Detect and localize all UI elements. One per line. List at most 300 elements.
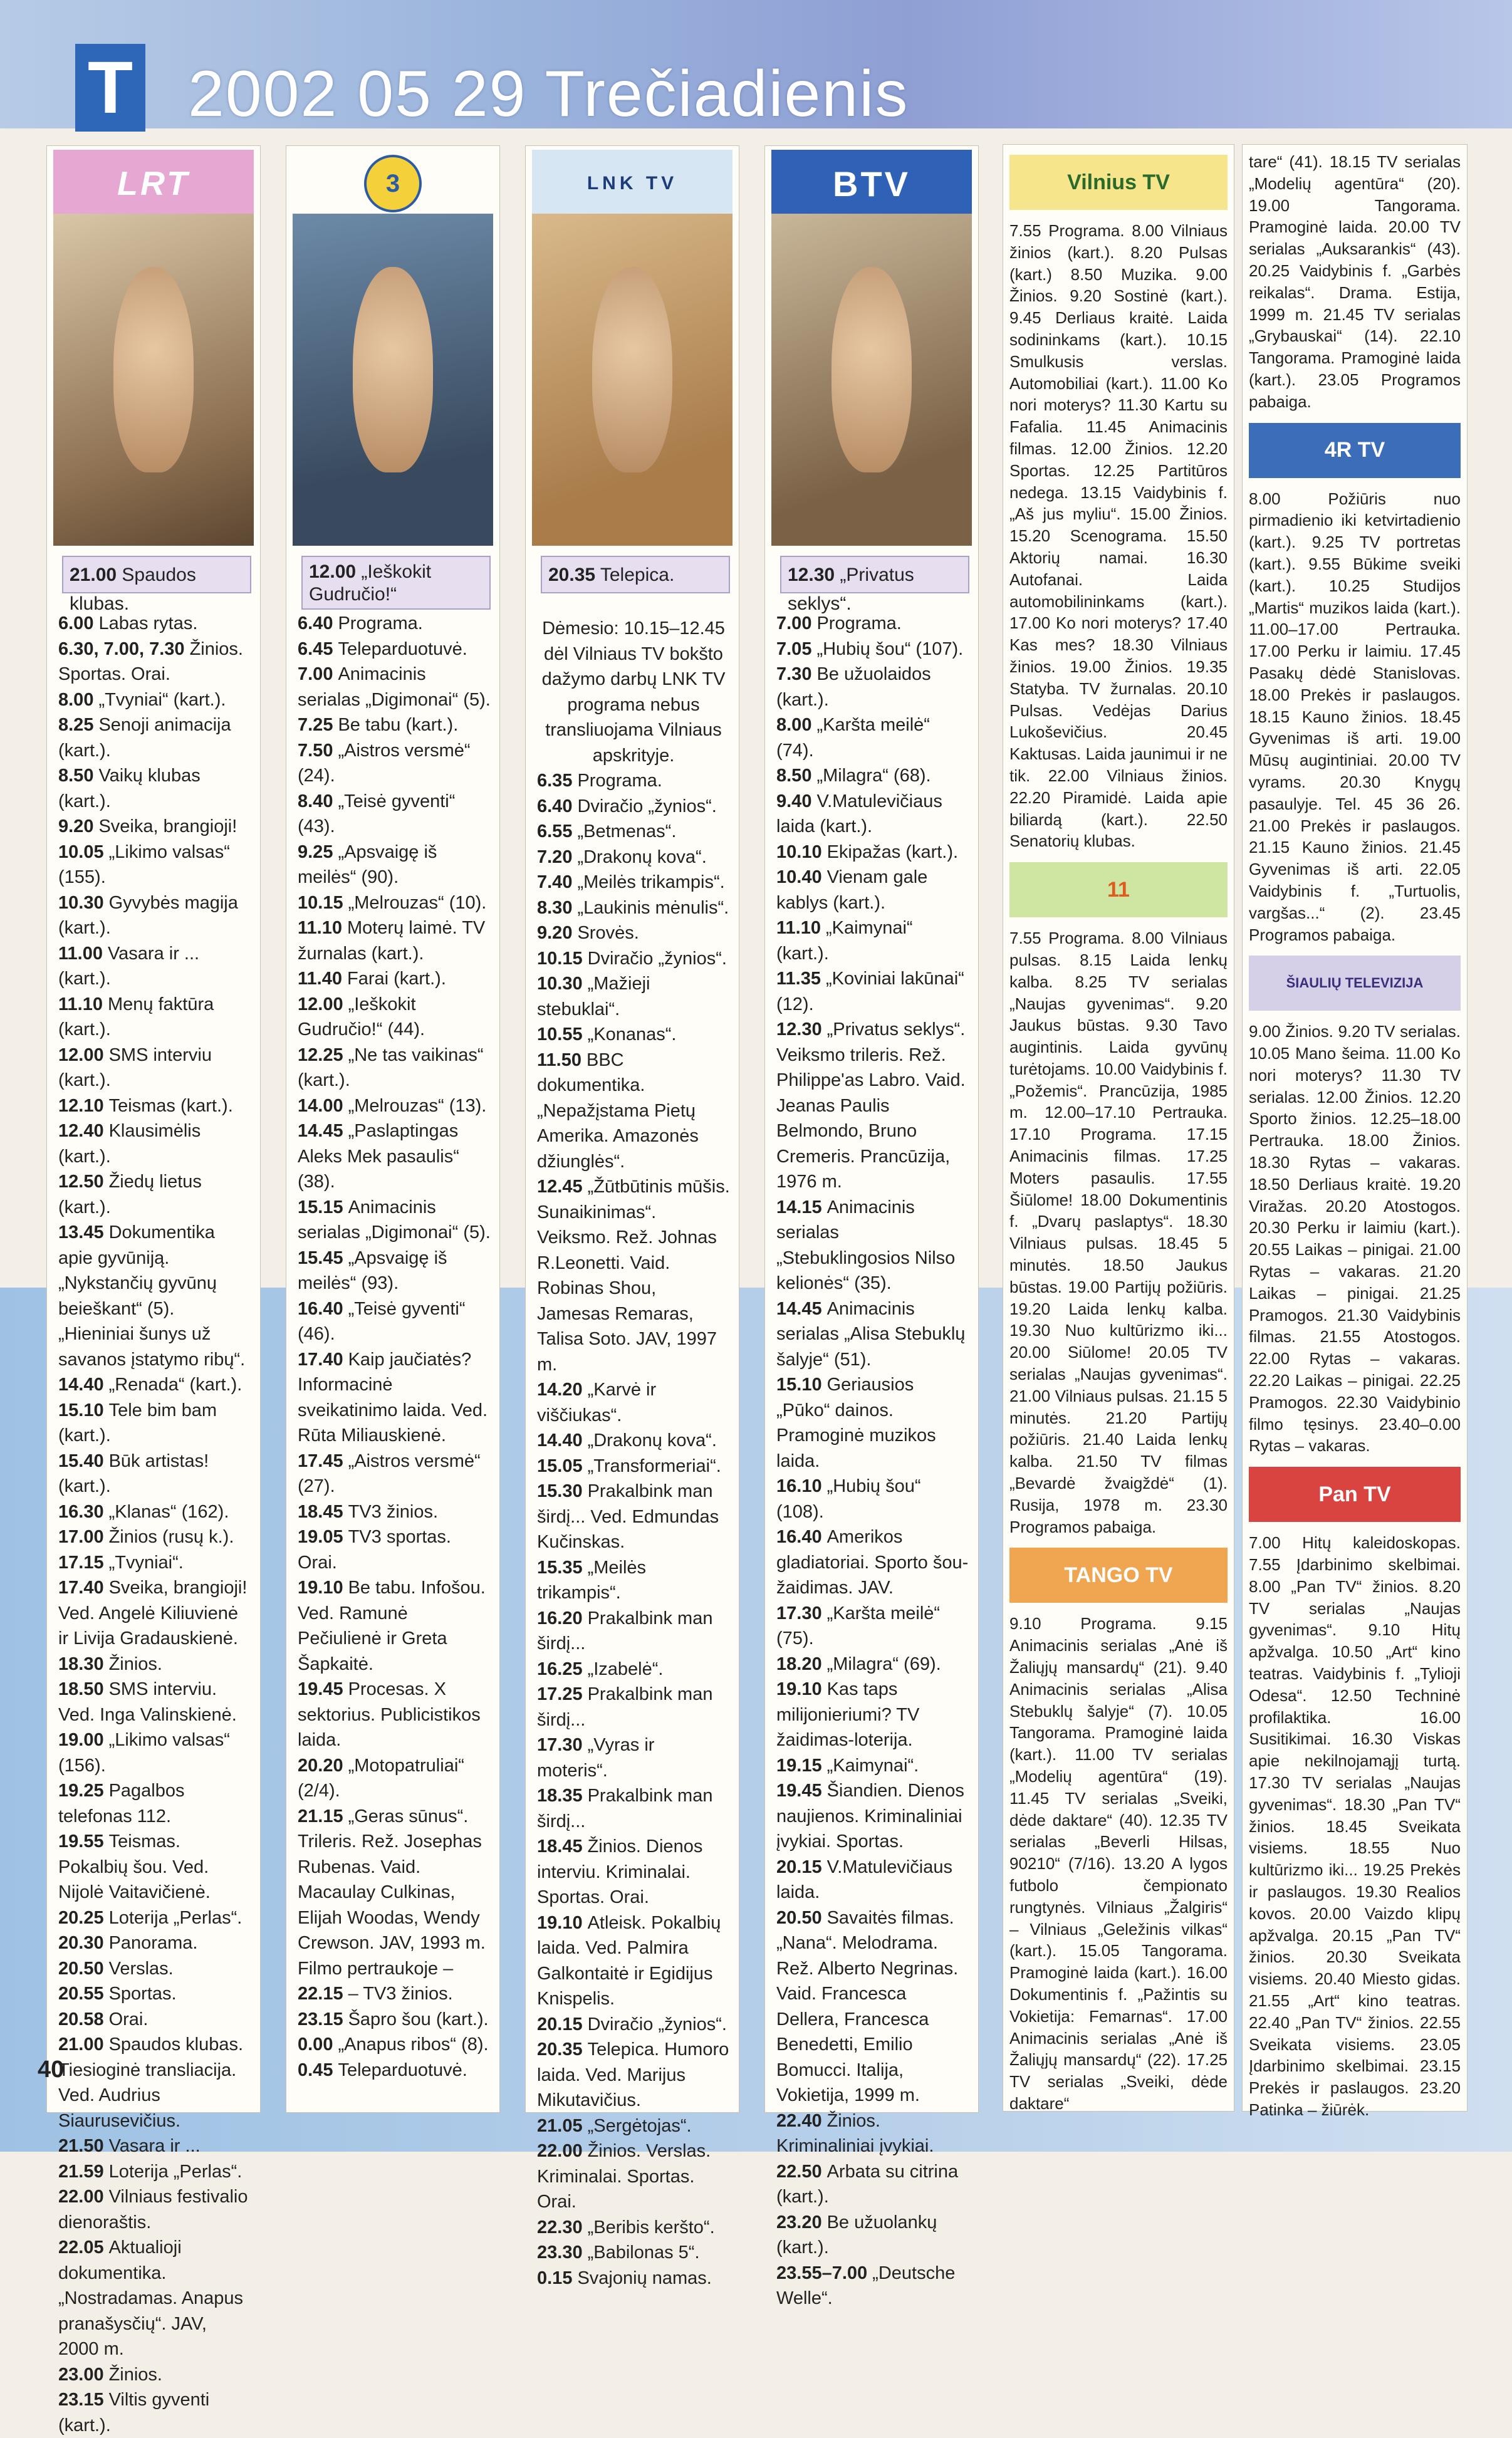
program-title: Žiedų lietus (kart.).	[58, 1172, 202, 1217]
program-title: „Koviniai lakūnai“ (12).	[776, 969, 964, 1014]
program-entry	[537, 2240, 730, 2266]
program-entry	[298, 1043, 491, 1093]
program-entry	[537, 2113, 730, 2139]
program-entry	[58, 687, 251, 713]
program-entry	[298, 2058, 491, 2083]
program-title: Be tabu. Infošou. Ved. Ramunė Pečiulienė ir Greta Šapkaitė.	[298, 1578, 486, 1674]
program-entry	[58, 1449, 251, 1499]
program-title: Teleparduotuvė.	[338, 638, 467, 659]
program-time: 7.00	[776, 613, 812, 633]
program-title: „Kaimynai“.	[826, 1755, 919, 1776]
program-title: Prakalbink man širdį...	[537, 1684, 713, 1730]
program-title: Menų faktūra (kart.).	[58, 994, 214, 1039]
program-title: TV3 žinios.	[348, 1501, 439, 1522]
program-text: 7.00 Hitų kaleidoskopas. 7.55 Įdarbinimo skelbimai. 8.00 „Pan TV“ žinios. 8.20 TV serialas „Naujas gyvenimas“. 9.10 Hitų apžvalga. 10.50 „Art“ kino teatras. Vaidybinis f. „Tylioji Odesa“. 12.50 Techninė profilaktika. 16.00 Susitikimai. 16.30 Viskas apie nekilnojamąjį turtą. 17.30 TV serialas „Naujas gyvenimas“. 18.30 „Pan TV“ žinios. 18.45 Sveikata visiems. 18.55 Nuo kultūrizmo iki... 19.25 Prekės ir paslaugos. 19.30 Realios kovos. 20.00 Vaizdo klipų apžvalga. 20.15 „Pan TV“ žinios. 20.30 Sveikata visiems. 20.40 Miesto gidas. 21.55 „Art“ kino teatras. 22.40 „Pan TV“ žinios. 22.55 Sveikata visiems. 23.05 Įdarbinimo skelbimai. 23.15 Prekės ir paslaugos. 23.20 Patinka – žiūrėk.	[1249, 1533, 1461, 2119]
program-title: SMS interviu. Ved. Inga Valinskienė.	[58, 1679, 237, 1725]
program-time: 19.25	[58, 1781, 104, 1801]
program-entry	[58, 763, 251, 814]
channel-11-logo: 11	[1009, 862, 1228, 917]
program-time: 16.40	[298, 1298, 343, 1319]
program-list	[776, 611, 969, 2311]
program-text: tare“ (41). 18.15 TV serialas „Modelių agentūra“ (20). 19.00 Tangorama. Pramoginė laida. 20.00 TV serialas „Auksarankis“ (43). 20.25 Vaidybinis f. „Garbės reikalas“. Drama. Estija, 1999 m. 21.45 TV serialas „Grybauskai“ (14). 22.10 Tangorama. Pramoginė laida (kart.). 23.05 Programos pabaiga.	[1249, 152, 1461, 411]
program-title: Svajonių namas.	[577, 2268, 712, 2288]
program-title: Moterų laimė. TV žurnalas (kart.).	[298, 918, 486, 964]
program-title: Geriausios „Pūko“ dainos. Pramoginė muzikos laida.	[776, 1375, 936, 1471]
program-title: Vasara ir ...	[108, 2136, 201, 2156]
program-title: V.Matulevičiaus laida (kart.).	[776, 791, 942, 836]
program-time: 6.35	[537, 771, 573, 791]
program-entry	[537, 1428, 730, 1454]
program-entry	[298, 738, 491, 789]
program-entry	[776, 1778, 969, 1855]
program-entry	[776, 1652, 969, 1677]
program-time: 16.10	[776, 1476, 822, 1496]
program-time: 8.40	[298, 791, 333, 811]
program-title: „Meilės trikampis“.	[537, 1557, 647, 1603]
program-entry	[58, 1652, 251, 1677]
program-title: „Beribis keršto“.	[587, 2217, 715, 2237]
program-time: 19.10	[776, 1679, 822, 1699]
feature-box: 12.30 „Privatus seklys“.	[780, 556, 969, 593]
program-time: 15.10	[58, 1400, 104, 1420]
program-title: „Izabelė“.	[587, 1659, 664, 1679]
program-time: 23.00	[58, 2364, 104, 2385]
program-title: „Geras sūnus“. Trileris. Rež. Josephas Rubenas. Vaid. Macaulay Culkinas, Elijah Woodas, Wendy Crewson. JAV, 1993 m. Filmo pertraukoje –	[298, 1806, 486, 1979]
program-title: Dviračio „žynios“.	[577, 796, 717, 816]
program-title: „Milagra“ (69).	[826, 1654, 941, 1674]
program-time: 15.40	[58, 1451, 104, 1471]
program-title: Vienam gale kablys (kart.).	[776, 867, 928, 913]
program-entry	[298, 662, 491, 712]
program-entry	[298, 1347, 491, 1449]
program-time: 15.35	[537, 1557, 583, 1578]
program-time: 14.45	[298, 1121, 343, 1141]
program-time: 6.30, 7.00, 7.30	[58, 638, 185, 659]
program-text: 8.00 Požiūris nuo pirmadienio iki ketvirtadienio (kart.). 9.25 TV portretas (kart.). 9.55 Būkime sveiki (kart.). 10.25 Studijos „Martis“ muzikos laida (kart.). 11.00–17.00 Pertrauka. 17.00 Perku ir laimiu. 17.45 Pasakų dėdė Stanislovas. 18.00 Prekės ir paslaugos. 18.15 Kauno žinios. 18.45 Gyvenimas iš arti. 19.00 Mūsų augintiniai. 20.00 TV vyrams. 20.30 Knygų pasaulyje. Tel. 45 36 26. 21.00 Prekės ir paslaugos. 21.15 Kauno žinios. 21.45 Gyvenimas iš arti. 22.05 Vaidybinis f. „Turtuolis, vargšas...“ (2). 23.45 Programos pabaiga.	[1249, 489, 1461, 944]
program-entry	[58, 637, 251, 687]
tango-tv-logo: TANGO TV	[1009, 1548, 1228, 1603]
program-time: 17.30	[537, 1735, 583, 1755]
program-time: 20.15	[537, 2014, 583, 2034]
program-time: 12.45	[537, 1177, 583, 1197]
vilnius-tv-logo: Vilnius TV	[1009, 155, 1228, 210]
program-title: Be užuolankų (kart.).	[776, 2212, 937, 2258]
program-text: 9.00 Žinios. 9.20 TV serialas. 10.05 Mano šeima. 11.00 Ko nori moterys? 11.30 TV serialas. 12.00 Žinios. 12.20 Sporto žinios. 12.25–18.00 Pertrauka. 18.00 Žinios. 18.30 Rytas – vakaras. 18.50 Derliaus kraitė. 19.20 Viražas. 20.20 Atostogos. 20.30 Perku ir laimiu (kart.). 20.55 Laikas – pinigai. 21.00 Rytas – vakaras. 21.20 Laikas – pinigai. 21.25 Pramogos. 21.30 Vaidybinis filmas. 21.55 Atostogos. 22.00 Rytas – vakaras. 22.20 Laikas – pinigai. 22.25 Pramogos. 22.30 Vaidybinio filmo tęsinys. 23.40–0.00 Rytas – vakaras.	[1249, 1022, 1461, 1456]
program-entry	[537, 2266, 730, 2291]
program-title: Ekipažas (kart.).	[826, 841, 959, 862]
program-time: 7.05	[776, 638, 812, 659]
program-entry	[298, 1296, 491, 1347]
program-time: 8.00	[776, 715, 812, 735]
program-entry	[58, 1727, 251, 1778]
program-time: 20.50	[58, 1958, 104, 1979]
program-time: 10.10	[776, 841, 822, 862]
program-title: Be tabu (kart.).	[338, 715, 459, 735]
program-time: 20.15	[776, 1857, 822, 1877]
program-text: 7.55 Programa. 8.00 Vilniaus pulsas. 8.15 Laida lenkų kalba. 8.25 TV serialas „Naujas gyvenimas“. 9.20 Jaukus būstas. 9.30 Tavo augintinis. Laida gyvūnų turėtojams. 10.00 Vaidybinis f. „Požemis“. Prancūzija, 1985 m. 12.00–17.10 Pertrauka. 17.10 Programa. 17.15 Animacinis filmas. 17.25 Moters pasaulis. 17.55 Šiūlome! 18.00 Dokumentinis f. „Dvarų paslaptys“. 18.30 Vilniaus pulsas. 18.45 5 minutės. 18.50 Jaukus būstas. 19.00 Partijų požiūris. 19.20 Laida lenkų kalba. 19.30 Nuo kultūrizmo iki... 20.00 Siūlome! 20.05 TV serialas „Naujas gyvenimas“. 21.00 Vilniaus pulsas. 21.15 5 minutės. 21.20 Partijų požiūris. 21.40 Laida lenkų kalba. 21.50 TV filmas „Bevardė žvaigždė“ (1). Rusija, 1978 m. 23.30 Programos pabaiga.	[1009, 929, 1228, 1536]
program-entry	[537, 920, 730, 946]
program-entry	[298, 2007, 491, 2033]
program-title: Verslas.	[108, 1958, 174, 1979]
program-title: Tele bim bam (kart.).	[58, 1400, 217, 1446]
program-title: Kas taps milijonieriumi? TV žaidimas-loterija.	[776, 1679, 920, 1750]
program-entry	[58, 992, 251, 1043]
program-time: 20.30	[58, 1933, 104, 1953]
program-title: Gyvybės magija (kart.).	[58, 892, 238, 938]
program-entry	[776, 1601, 969, 1652]
program-time: 11.40	[298, 969, 342, 989]
program-entry	[776, 611, 969, 637]
program-entry	[298, 1804, 491, 1982]
program-time: 15.10	[776, 1375, 822, 1395]
program-time: 10.30	[58, 892, 104, 913]
program-entry	[537, 1732, 730, 1783]
face-image	[353, 267, 433, 473]
program-title: Būk artistas! (kart.).	[58, 1451, 209, 1496]
program-title: „Klanas“ (162).	[108, 1501, 229, 1522]
program-title: „Konanas“.	[587, 1024, 677, 1044]
program-time: 23.20	[776, 2212, 822, 2232]
channel-photo	[532, 214, 733, 546]
program-entry	[537, 1682, 730, 1732]
program-title: V.Matulevičiaus laida.	[776, 1857, 953, 1902]
program-time: 12.50	[58, 1172, 104, 1192]
program-entry	[776, 637, 969, 662]
program-time: 16.30	[58, 1501, 104, 1522]
program-entry	[776, 2159, 969, 2210]
regional-column-1	[1003, 144, 1234, 2112]
program-time: 22.15	[298, 1984, 343, 2004]
program-entry	[537, 971, 730, 1022]
program-time: 7.00	[298, 664, 333, 684]
program-entry	[58, 1372, 251, 1398]
program-title: Šapro šou (kart.).	[348, 2009, 489, 2029]
face-image	[832, 267, 912, 473]
program-entry	[58, 941, 251, 992]
program-time: 22.05	[58, 2237, 104, 2258]
program-entry	[298, 1753, 491, 1804]
program-entry	[537, 1377, 730, 1428]
program-title: TV3 sportas. Orai.	[298, 1527, 451, 1573]
program-time: 17.15	[58, 1552, 104, 1573]
program-time: 14.00	[298, 1095, 343, 1116]
program-list	[537, 616, 730, 2291]
program-time: 10.05	[58, 841, 104, 862]
program-time: 0.00	[298, 2034, 333, 2055]
program-title: „Transformeriai“.	[587, 1456, 721, 1476]
program-time: 15.30	[537, 1481, 583, 1501]
program-time: 10.15	[537, 948, 583, 969]
program-title: „Milagra“ (68).	[816, 766, 931, 786]
program-time: 20.58	[58, 2009, 104, 2029]
program-time: 6.40	[298, 613, 333, 633]
program-entry	[537, 819, 730, 845]
program-entry	[537, 768, 730, 794]
program-entry	[298, 1195, 491, 1246]
program-time: 15.05	[537, 1456, 583, 1476]
program-title: Animacinis serialas „Stebuklingosios Nilso kelionės“ (35).	[776, 1197, 956, 1293]
program-entry	[58, 814, 251, 840]
program-title: „Betmenas“.	[577, 821, 677, 841]
feature-box: 21.00 Spaudos klubas.	[62, 556, 251, 593]
program-title: Žinios. Kriminaliniai įvykiai.	[776, 2110, 934, 2156]
program-time: 19.15	[776, 1755, 822, 1776]
program-time: 19.55	[58, 1831, 104, 1852]
face-image	[592, 267, 672, 473]
program-entry	[58, 1043, 251, 1093]
program-title: Prakalbink man širdį... Ved. Edmundas Kučinskas.	[537, 1481, 719, 1552]
program-title: Srovės.	[577, 923, 639, 943]
program-entry	[58, 1499, 251, 1525]
program-title: Žinios.	[108, 2364, 162, 2385]
feature-box: 12.00 „Ieškokit Gudručio!“	[301, 556, 491, 610]
channel-photo	[771, 214, 972, 546]
program-title: „Teisė gyventi“ (46).	[298, 1298, 466, 1344]
program-time: 19.10	[537, 1912, 583, 1933]
program-time: 19.00	[58, 1730, 104, 1750]
channel-photo	[53, 214, 254, 546]
program-time: 13.45	[58, 1222, 104, 1242]
program-time: 21.00	[58, 2034, 104, 2055]
program-time: 10.55	[537, 1024, 583, 1044]
program-title: Panorama.	[108, 1933, 198, 1953]
program-title: – TV3 žinios.	[348, 1984, 453, 2004]
program-entry	[58, 1398, 251, 1449]
program-time: 15.45	[298, 1248, 343, 1268]
program-title: „Likimo valsas“ (156).	[58, 1730, 230, 1776]
program-time: 23.15	[58, 2390, 104, 2410]
program-entry	[298, 1499, 491, 1525]
program-entry	[58, 1093, 251, 1119]
program-title: Programa.	[577, 771, 662, 791]
program-entry	[58, 1905, 251, 1931]
program-time: 16.20	[537, 1608, 583, 1628]
program-title: Žinios (rusų k.).	[108, 1527, 234, 1547]
program-entry	[776, 2210, 969, 2261]
face-image	[113, 267, 194, 473]
program-title: Amerikos gladiatoriai. Sporto šou-žaidimas. JAV.	[776, 1527, 969, 1598]
page-number: 40	[38, 2056, 65, 2083]
feature-box: 20.35 Telepica.	[541, 556, 730, 593]
program-title: Šiandien. Dienos naujienos. Kriminaliniai įvykiai. Sportas.	[776, 1781, 964, 1852]
program-text: 7.55 Programa. 8.00 Vilniaus žinios (kart.). 8.20 Pulsas (kart.) 8.50 Muzika. 9.00 Žinios. 9.20 Sostinė (kart.). 9.45 Derliaus kraitė. Laida sodininkams (kart.). 10.15 Smulkusis verslas. Automobiliai (kart.). 11.00 Ko nori moterys? 11.30 Kartu su Fafalia. 11.45 Animacinis filmas. 12.00 Žinios. 12.20 Sportas. 12.25 Partitūros nedega. 13.15 Vaidybinis f. „Aš jus myliu“. 15.00 Žinios. 15.20 Scenograma. 15.50 Aktorių namai. 16.30 Autofanai. Laida automobilininkams (kart.). 17.00 Ko nori moterys? 17.40 Kas mes? 18.30 Vilniaus žinios. 19.00 Žinios. 19.35 Statyba. TV žurnalas. 20.10 Pulsas. Vedėjas Darius Lukoševičius. 20.45 Kaktusas. Laida jaunimui ir ne tik. 22.00 Vilniaus žinios. 22.20 Piramidė. Laida apie biliardą (kart.). 22.50 Senatorių klubas.	[1009, 221, 1228, 851]
program-title: „Likimo valsas“ (155).	[58, 841, 230, 887]
program-time: 22.40	[776, 2110, 822, 2131]
program-time: 11.00	[58, 943, 103, 964]
program-title: „Laukinis mėnulis“.	[577, 897, 729, 918]
program-entry	[537, 794, 730, 820]
program-title: „Apsvaigę iš meilės“ (90).	[298, 841, 437, 887]
program-entry	[298, 890, 491, 916]
program-entry	[298, 840, 491, 890]
program-entry	[776, 1372, 969, 1474]
program-time: 14.40	[537, 1430, 583, 1451]
program-time: 17.30	[776, 1603, 822, 1623]
program-title: „Hubių šou“ (108).	[776, 1476, 921, 1522]
program-title: „Karšta meilė“ (75).	[776, 1603, 941, 1649]
program-time: 11.50	[537, 1050, 581, 1070]
program-time: 21.05	[537, 2115, 583, 2136]
program-entry	[537, 1834, 730, 1910]
program-title: Animacinis serialas „Alisa Stebuklų šalyje“ (51).	[776, 1298, 966, 1370]
program-entry	[537, 1657, 730, 1682]
program-time: 14.45	[776, 1298, 822, 1319]
program-time: 17.00	[58, 1527, 104, 1547]
program-entry	[537, 845, 730, 870]
program-time: 22.00	[537, 2141, 583, 2161]
program-time: 18.35	[537, 1786, 583, 1806]
program-title: „Renada“ (kart.).	[108, 1375, 242, 1395]
program-entry	[776, 865, 969, 915]
program-time: 9.40	[776, 791, 812, 811]
program-entry	[776, 1296, 969, 1373]
program-entry	[537, 2138, 730, 2215]
program-title: „Teisė gyventi“ (43).	[298, 791, 456, 836]
program-title: „Kaimynai“ (kart.).	[776, 918, 913, 964]
program-entry	[537, 1479, 730, 1555]
program-title: Sveika, brangioji! Ved. Angelė Kiliuvienė ir Livija Gradauskienė.	[58, 1578, 248, 1649]
program-entry	[58, 1220, 251, 1372]
program-time: 16.25	[537, 1659, 583, 1679]
program-time: 8.50	[776, 766, 812, 786]
program-time: 18.20	[776, 1654, 822, 1674]
program-title: „Babilonas 5“.	[587, 2243, 700, 2263]
program-title: Sveika, brangioji!	[98, 816, 237, 836]
channel-column-tv3	[286, 145, 500, 2113]
channel-logo-tv3	[293, 150, 493, 217]
program-time: 19.05	[298, 1527, 343, 1547]
program-title: Prakalbink man širdį...	[537, 1786, 713, 1831]
program-time: 9.20	[58, 816, 94, 836]
program-time: 11.35	[776, 969, 821, 989]
program-entry	[776, 712, 969, 763]
program-time: 6.40	[537, 796, 573, 816]
program-time: 23.30	[537, 2243, 583, 2263]
program-list	[58, 611, 251, 2438]
program-entry	[298, 611, 491, 637]
program-title: SMS interviu (kart.).	[58, 1044, 212, 1090]
program-time: 6.00	[58, 613, 94, 633]
program-entry	[776, 789, 969, 840]
program-entry	[537, 1454, 730, 1479]
program-time: 15.15	[298, 1197, 343, 1217]
program-time: 7.40	[537, 872, 573, 892]
program-time: 11.10	[776, 918, 821, 938]
program-time: 12.00	[298, 994, 343, 1014]
program-time: 18.30	[58, 1654, 104, 1674]
program-time: 12.00	[58, 1044, 104, 1065]
program-entry	[298, 915, 491, 966]
program-entry	[776, 1753, 969, 1779]
program-entry	[537, 946, 730, 972]
program-title: Loterija „Perlas“.	[108, 1907, 242, 1928]
program-title: Sportas.	[108, 1984, 177, 2004]
program-entry	[298, 637, 491, 662]
program-entry	[298, 789, 491, 840]
program-entry	[776, 662, 969, 712]
program-entry	[298, 2032, 491, 2058]
program-title: Kaip jaučiatės? Informacinė sveikatinimo laida. Ved. Rūta Miliauskienė.	[298, 1349, 488, 1446]
program-time: 16.40	[776, 1527, 822, 1547]
program-time: 22.30	[537, 2217, 583, 2237]
program-time: 10.15	[298, 892, 343, 913]
program-time: 14.40	[58, 1375, 104, 1395]
program-entry	[776, 1195, 969, 1296]
program-time: 0.15	[537, 2268, 573, 2288]
program-title: „Paslaptingas Aleks Mek pasaulis“ (38).	[298, 1121, 459, 1192]
program-entry	[58, 2007, 251, 2033]
page-title: 2002 05 29 Trečiadienis	[188, 58, 909, 130]
program-text: 9.10 Programa. 9.15 Animacinis serialas „Anė iš Žaliųjų mansardų“ (21). 9.40 Animacinis serialas „Alisa Stebuklų šalyje“ (7). 10.05 Tangorama. Pramoginė laida (kart.). 11.00 TV serialas „Modelių agentūra“ (19). 11.45 TV serialas „Sveiki, dėde daktare“ (40). 12.35 TV serialas „Beverli Hilsas, 90210“ (7/16). 13.20 A lygos futbolo čempionato rungtynės. Vilniaus „Žalgiris“ – Vilniaus „Geležinis vilkas“ (kart.). 15.05 Tangorama. Pramoginė laida (kart.). 16.00 Dokumentinis f. „Pažintis su Vokietija: Femarnas“. 17.00 Animacinis serialas „Anė iš Žaliųjų mansardų“ (22). 17.25 TV serialas „Sveiki, dėde daktare“	[1009, 1614, 1228, 2113]
program-title: „Tvyniai“.	[108, 1552, 184, 1573]
program-time: 23.55–7.00	[776, 2263, 868, 2283]
program-time: 19.10	[298, 1578, 343, 1598]
program-time: 0.45	[298, 2060, 333, 2080]
program-title: Atleisk. Pokalbių laida. Ved. Palmira Galkontaitė ir Egidijus Knispelis.	[537, 1912, 721, 2009]
program-time: 14.20	[537, 1380, 583, 1400]
program-time: 12.10	[58, 1095, 104, 1116]
program-entry	[298, 992, 491, 1043]
program-entry	[298, 1246, 491, 1296]
program-title: „Hubių šou“ (107).	[816, 638, 964, 659]
program-time: 17.40	[58, 1578, 104, 1598]
4r-tv-logo: 4R TV	[1249, 423, 1461, 478]
program-entry	[58, 1981, 251, 2007]
program-entry	[58, 1956, 251, 1982]
program-title: Vaikų klubas (kart.).	[58, 766, 201, 811]
program-title: „Ne tas vaikinas“ (kart.).	[298, 1044, 484, 1090]
notice: Dėmesio: 10.15–12.45 dėl Vilniaus TV bokšto dažymo darbų LNK TV programa nebus transliuojama Vilniaus apskrityje.	[541, 618, 726, 766]
program-title: Senoji animacija (kart.).	[58, 715, 231, 761]
program-title: „Drakonų kova“.	[577, 847, 707, 867]
program-entry	[58, 1524, 251, 1550]
program-title: Be užuolaidos (kart.).	[776, 664, 931, 710]
program-title: „Karvė ir viščiukas“.	[537, 1380, 657, 1425]
program-entry	[298, 712, 491, 738]
program-time: 17.40	[298, 1349, 343, 1370]
program-time: 19.45	[298, 1679, 343, 1699]
program-title: Aktualioji dokumentika. „Nostradamas. Anapus pranašysčių“. JAV, 2000 m.	[58, 2237, 243, 2359]
program-entry	[58, 2184, 251, 2235]
program-time: 20.55	[58, 1984, 104, 2004]
program-title: „Ieškokit Gudručio!“ (44).	[298, 994, 425, 1039]
program-title: „Vyras ir moteris“.	[537, 1735, 655, 1781]
program-entry	[537, 2012, 730, 2038]
program-title: BBC dokumentika. „Nepažįstama Pietų Amerika. Amazonės džiunglės“.	[537, 1050, 699, 1172]
program-entry	[58, 1829, 251, 1905]
program-entry	[298, 1093, 491, 1119]
program-entry	[776, 915, 969, 966]
pan-tv-logo: Pan TV	[1249, 1467, 1461, 1522]
program-time: 21.50	[58, 2136, 104, 2156]
program-entry	[58, 1169, 251, 1220]
program-entry	[776, 1524, 969, 1601]
program-title: „Tvyniai“ (kart.).	[98, 689, 226, 710]
program-title: Dviračio „žynios“.	[587, 2014, 727, 2034]
program-title: Labas rytas.	[98, 613, 198, 633]
program-title: „Melrouzas“ (10).	[348, 892, 487, 913]
program-time: 21.15	[298, 1806, 343, 1826]
program-entry	[58, 2133, 251, 2159]
program-list	[298, 611, 491, 2083]
program-entry	[537, 2037, 730, 2113]
program-entry	[776, 1677, 969, 1753]
program-title: „Motopatruliai“ (2/4).	[298, 1755, 464, 1801]
program-title: Animacinis serialas „Digimonai“ (5).	[298, 664, 491, 710]
program-entry	[58, 2362, 251, 2388]
program-entry	[58, 2387, 251, 2438]
program-title: Loterija „Perlas“.	[108, 2161, 242, 2182]
